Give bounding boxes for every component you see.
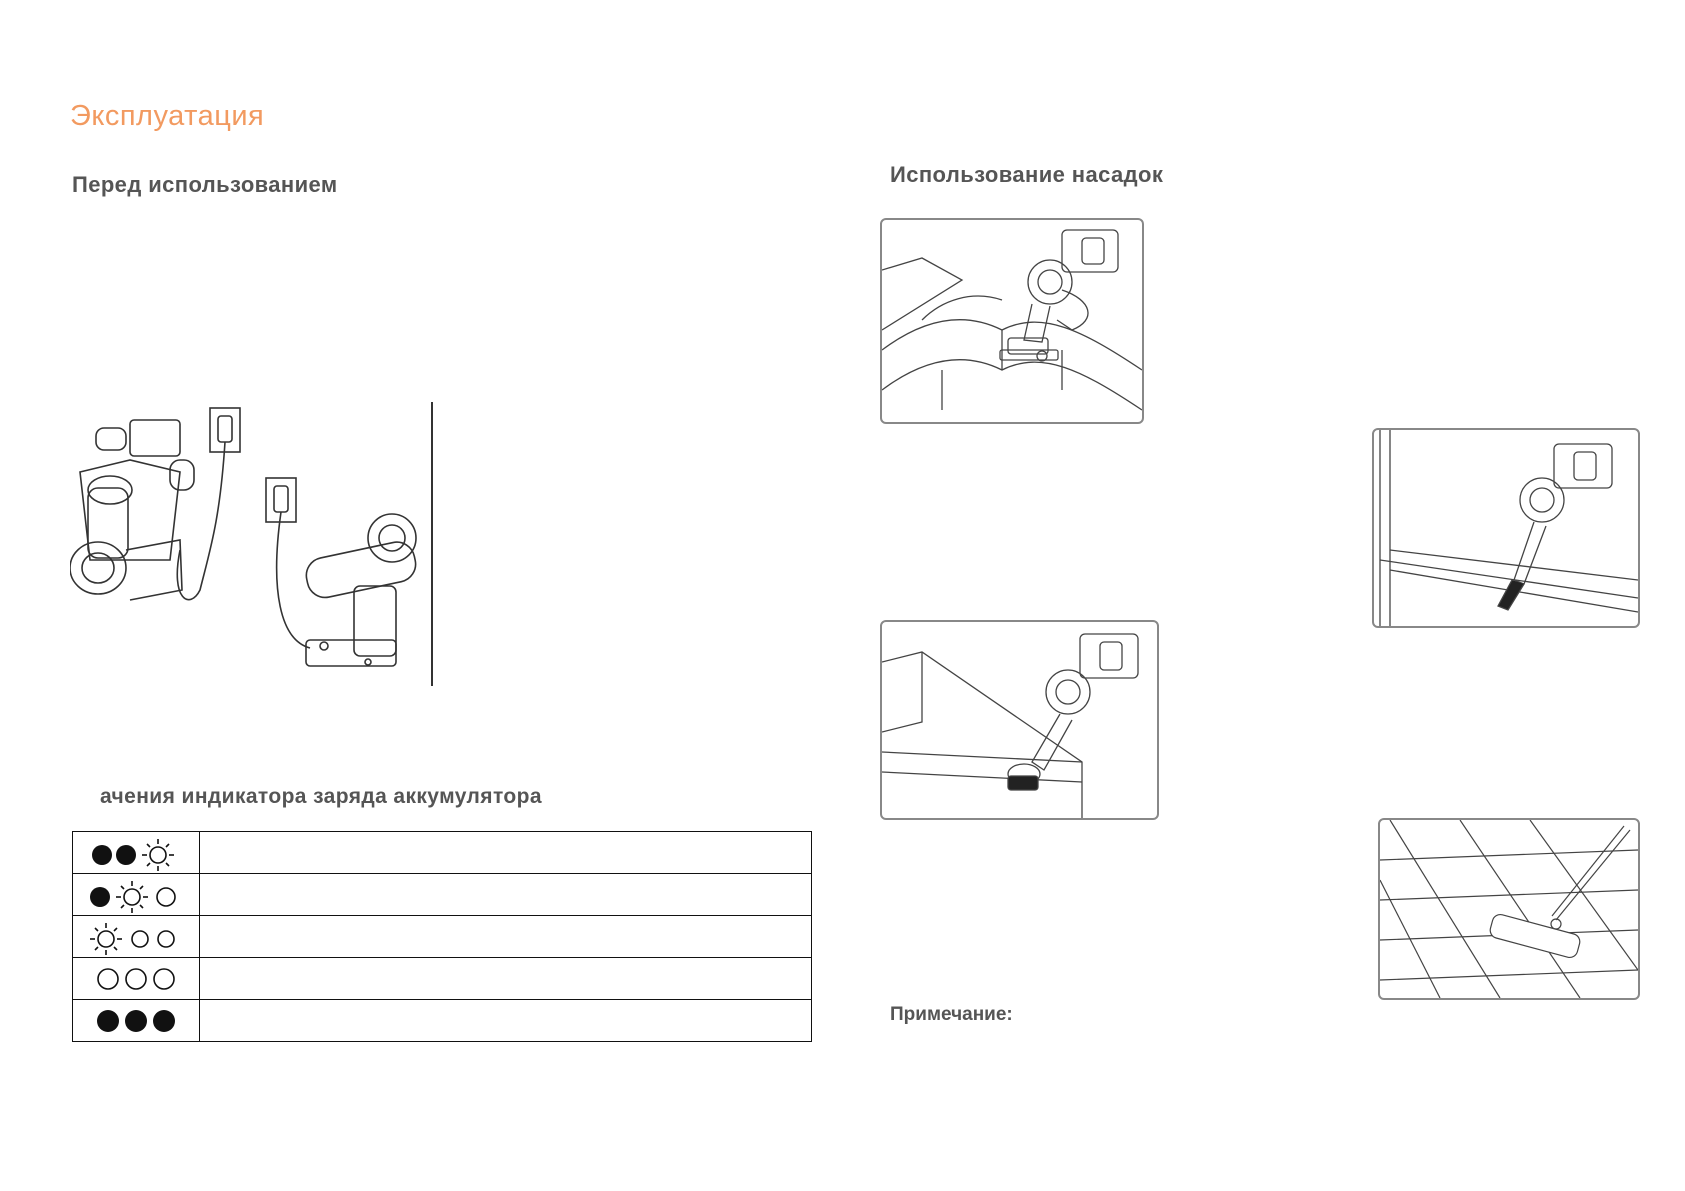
round-brush-furniture-illustration	[880, 620, 1159, 820]
table-row	[73, 916, 812, 958]
indicator-description	[200, 832, 812, 874]
indicator-icons	[73, 958, 200, 1000]
section-heading-battery-indicator: ачения индикатора заряда аккумулятора	[100, 785, 542, 808]
two-filled-one-blinking-icon	[86, 835, 186, 871]
indicator-description	[200, 874, 812, 916]
note-label: Примечание:	[890, 1004, 1013, 1025]
floor-brush-tiles-illustration	[1378, 818, 1640, 1000]
mini-brush-sofa-illustration	[880, 218, 1144, 424]
table-row	[73, 958, 812, 1000]
indicator-description	[200, 916, 812, 958]
one-blinking-two-empty-icon	[86, 919, 186, 955]
table-row	[73, 874, 812, 916]
section-heading-attachments: Использование насадок	[890, 162, 1164, 187]
indicator-icons	[73, 874, 200, 916]
three-filled-icon	[86, 1003, 186, 1039]
battery-indicator-table	[72, 831, 812, 1042]
crevice-tool-window-illustration	[1372, 428, 1640, 628]
indicator-icons	[73, 832, 200, 874]
section-heading-before-use: Перед использованием	[72, 172, 338, 197]
table-row	[73, 1000, 812, 1042]
page-title: Эксплуатация	[70, 100, 265, 132]
table-row	[73, 832, 812, 874]
charging-illustration	[70, 400, 440, 690]
indicator-icons	[73, 1000, 200, 1042]
three-empty-icon	[86, 961, 186, 997]
indicator-description	[200, 1000, 812, 1042]
one-filled-one-blinking-one-empty-icon	[86, 877, 186, 913]
indicator-icons	[73, 916, 200, 958]
indicator-description	[200, 958, 812, 1000]
